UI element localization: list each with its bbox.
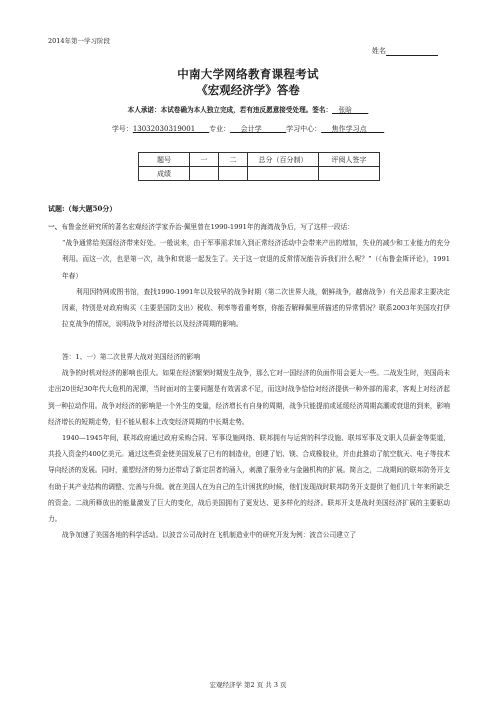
question-intro: 一、布鲁金丝研究所的著名宏观经济学家乔治·佩里曾在1990-1991年的海湾战争后，写了这样一段话： — [48, 223, 354, 231]
score-cell-part-1 — [190, 167, 219, 181]
section-title: 试题:（每大题50分） — [48, 204, 117, 213]
score-table-header-row — [139, 153, 380, 167]
page-header-semester: 2014年第一学习阶段 — [48, 37, 111, 45]
answer-paragraph-3: 战争加速了美国各地的科学活动。以波音公司战时在飞机制造业中的研究开发为例：波音公司建立了 — [62, 531, 357, 540]
score-cell-part-2 — [219, 167, 248, 181]
student-info — [0, 124, 496, 134]
answer-paragraph-2: 1940—1945年间，联邦政府通过政府采购合同、军事设施网络、联邦拥有与运营的科学设施、联邦军事及文职人员薪金等渠道，共投入资金约400亿美元。通过这些资金使美国发展了已有的制造业，创建了铝、镁、合成橡胶业，并由此推动了航空航天、电子等技术导向经济的发展。同时，重塑经济的努力还带动了新定居者的涌入，刺激了服务业与金融机构的扩展。简言之，二战期间的联邦防务开支有助于其产业结构的调整、完善与升级。就在美国人在为自己的生计困扰的时候，他们发现战时联邦防务开支提供了他们几十年来所缺乏的资金。二战所释放出的能量激发了巨大的变化，战后美国拥有了更发达、更多样化的经济。联邦开支是战时美国经济扩展的主要驱动力。 — [48, 434, 450, 524]
score-table-grade-row — [139, 167, 380, 181]
name-blank-line — [386, 47, 438, 56]
major-value: ___会计学_______ — [230, 125, 287, 133]
name-field — [372, 46, 438, 56]
question-block — [48, 219, 450, 332]
answer-paragraph-1: 战争的时机对经济的影响也很大。如果在经济繁荣时期发生战争，那么它对一国经济的负面作用会更大一些。二战发生时，美国尚未走出20世纪30年代大危机的泥潭，当时面对的主要问题是有效需求不足，而这时战争恰恰对经济提供一种外部的需求，客观上对经济起到一种拉动作用。战争对经济的影响是一个外生的变量，经济增长有自身的周期，战争只能提前或延缓经济周期高潮或衰退的到来，影响经济增长的短期走势，但不能从根本上改变经济周期的中长期走势。 — [48, 369, 450, 426]
score-row-label: 成绩 — [139, 167, 190, 181]
exam-title: 中南大学网络教育课程考试 — [177, 67, 319, 81]
question-task: 利用因特网或图书馆，查找1990-1991年以及较早的战争时期（第二次世界大战，朝鲜战争，越南战争）有关总需求主要决定因素，特别是对政府购买（主要是国防支出）税收、利率等看重考察，你能否解释佩里所描述的异常情况？联系2003年美国攻打伊拉克战争的情况，说明战争对经济增长以及经济周期的影响。 — [62, 287, 450, 329]
score-cell-total — [248, 167, 319, 181]
score-header-total: 总分（百分制） — [248, 153, 319, 167]
question-quote: “战争通常给美国经济带来好处。一般说来，由于军事需求加入到正常经济活动中会带来产出的增加，失业的减少和工业能力的充分利用。而这一次，也是第一次，战争和衰退一起发生了。关于这一衰退的反常情况能告诉我们什么呢？”（《布鲁金斯评论》，1991年春） — [62, 239, 450, 280]
page-footer: 宏观经济学 第2 页 共 3 页 — [209, 681, 287, 689]
study-center-value: ___焦作学习点_____ — [321, 125, 385, 133]
major-label: 专业： — [209, 125, 231, 133]
study-center-label: 学习中心： — [286, 125, 322, 133]
score-header-part-1: 一 — [190, 153, 219, 167]
name-label: 姓名 — [372, 47, 386, 55]
score-cell-grader — [319, 167, 380, 181]
score-table — [138, 152, 380, 181]
score-header-grader: 评阅人签字 — [319, 153, 380, 167]
score-header-part-2: 二 — [219, 153, 248, 167]
student-id-value: 13032030319001____ — [132, 125, 210, 133]
integrity-pledge — [0, 104, 496, 114]
answer-block — [48, 349, 450, 543]
exam-subtitle: 《宏观经济学》答卷 — [196, 83, 300, 97]
student-id-label: 学号： — [111, 125, 133, 133]
answer-label: 答：1、一）第二次世界大战对美国经济的影响 — [62, 353, 201, 361]
signature: __张晗_____ — [332, 106, 369, 114]
question-number: 一、 — [48, 223, 62, 231]
score-header-question: 题号 — [139, 153, 190, 167]
pledge-text: 本人承诺：本试卷确为本人独立完成，若有违反愿意接受处理。签名： — [127, 106, 333, 114]
